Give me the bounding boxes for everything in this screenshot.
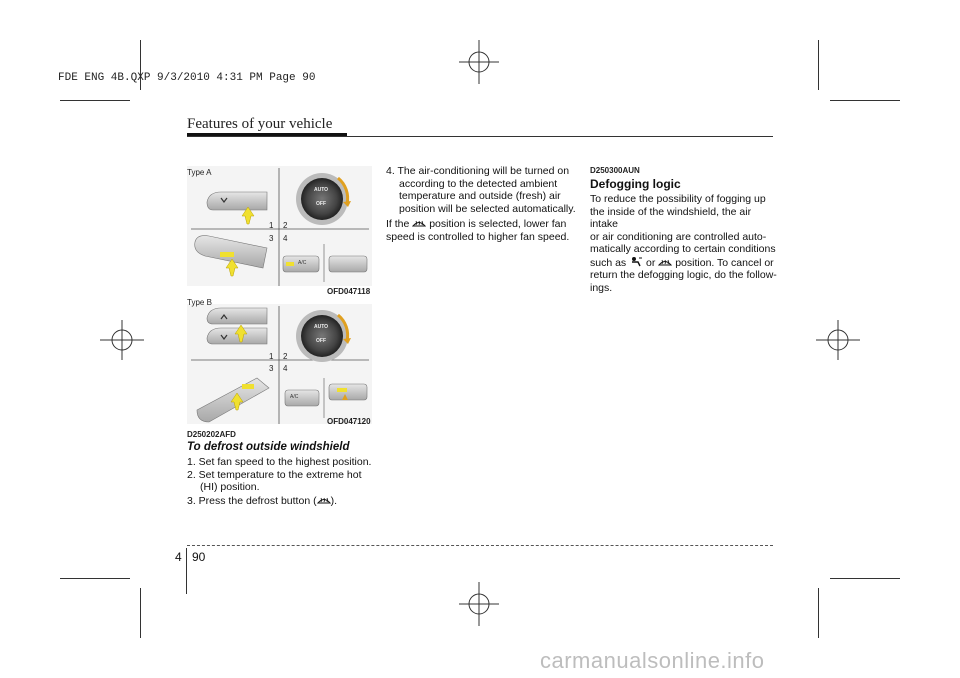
right-line-1: To reduce the possibility of fogging up	[590, 193, 766, 205]
step-4-l2: according to the detected ambient	[399, 177, 558, 190]
right-line-7: ings.	[590, 281, 613, 294]
num-2b: 2	[283, 352, 288, 361]
ac-label-a: A/C	[298, 260, 307, 266]
page-number: 90	[192, 550, 206, 564]
right-line-5: such as or position. To cancel or	[590, 256, 774, 269]
num-1b: 1	[269, 352, 274, 361]
right-heading: Defogging logic	[590, 177, 681, 191]
type-a-label: Type A	[187, 168, 212, 177]
defrost-icon	[412, 217, 426, 229]
num-2: 2	[283, 221, 288, 230]
right-line-4: matically according to certain conditions	[590, 243, 776, 255]
step-4-l3: temperature and outside (fresh) air	[399, 190, 561, 202]
step-1: 1. Set fan speed to the highest position.	[187, 456, 372, 468]
footer-separator	[186, 548, 187, 594]
figure-code-a: OFD047118	[327, 287, 371, 296]
right-line-2: the inside of the windshield, the air intake	[590, 205, 752, 230]
step-2: 2. Set temperature to the extreme hot	[187, 468, 362, 481]
defrost-icon	[317, 494, 331, 506]
watermark: carmanualsonline.info	[540, 648, 765, 673]
off-label-a: OFF	[316, 201, 326, 207]
print-slug: FDE ENG 4B.QXP 9/3/2010 4:31 PM Page 90	[58, 72, 316, 84]
num-4: 4	[283, 234, 288, 243]
auto-label-a: AUTO	[314, 187, 329, 193]
step-4: 4. The air-conditioning will be turned on	[386, 165, 570, 177]
left-section-code: D250202AFD	[187, 430, 236, 439]
floor-defrost-icon	[629, 256, 643, 268]
right-paragraph	[590, 193, 780, 294]
num-3: 3	[269, 234, 274, 243]
step-4-l4: position will be selected automatically.	[399, 202, 576, 215]
footer-rule	[187, 545, 773, 546]
step-3: 3. Press the defrost button ( ).	[187, 494, 337, 507]
step-2-cont: (HI) position.	[200, 481, 260, 493]
type-b-label: Type B	[187, 298, 212, 307]
num-3b: 3	[269, 364, 274, 373]
paragraph-line-2: speed is controlled to higher fan speed.	[386, 230, 570, 243]
left-steps	[187, 456, 387, 507]
left-heading: To defrost outside windshield	[187, 441, 350, 453]
num-1: 1	[269, 221, 274, 230]
right-section-code: D250300AUN	[590, 166, 640, 175]
ac-label-b: A/C	[290, 394, 299, 400]
auto-label-b: AUTO	[314, 324, 329, 330]
right-line-6: return the defogging logic, do the follow-	[590, 269, 777, 281]
header-rule	[187, 136, 773, 137]
defrost-icon	[658, 256, 672, 268]
chapter-number: 4	[175, 550, 182, 564]
section-title: Features of your vehicle	[187, 116, 333, 132]
off-label-b: OFF	[316, 338, 326, 344]
right-line-3: or air conditioning are controlled auto-	[590, 230, 767, 243]
climate-control-figure	[187, 164, 372, 429]
figure-code-b: OFD047120	[327, 417, 371, 426]
middle-column	[386, 165, 576, 243]
num-4b: 4	[283, 364, 288, 373]
paragraph-line-1: If the position is selected, lower fan	[386, 218, 567, 230]
